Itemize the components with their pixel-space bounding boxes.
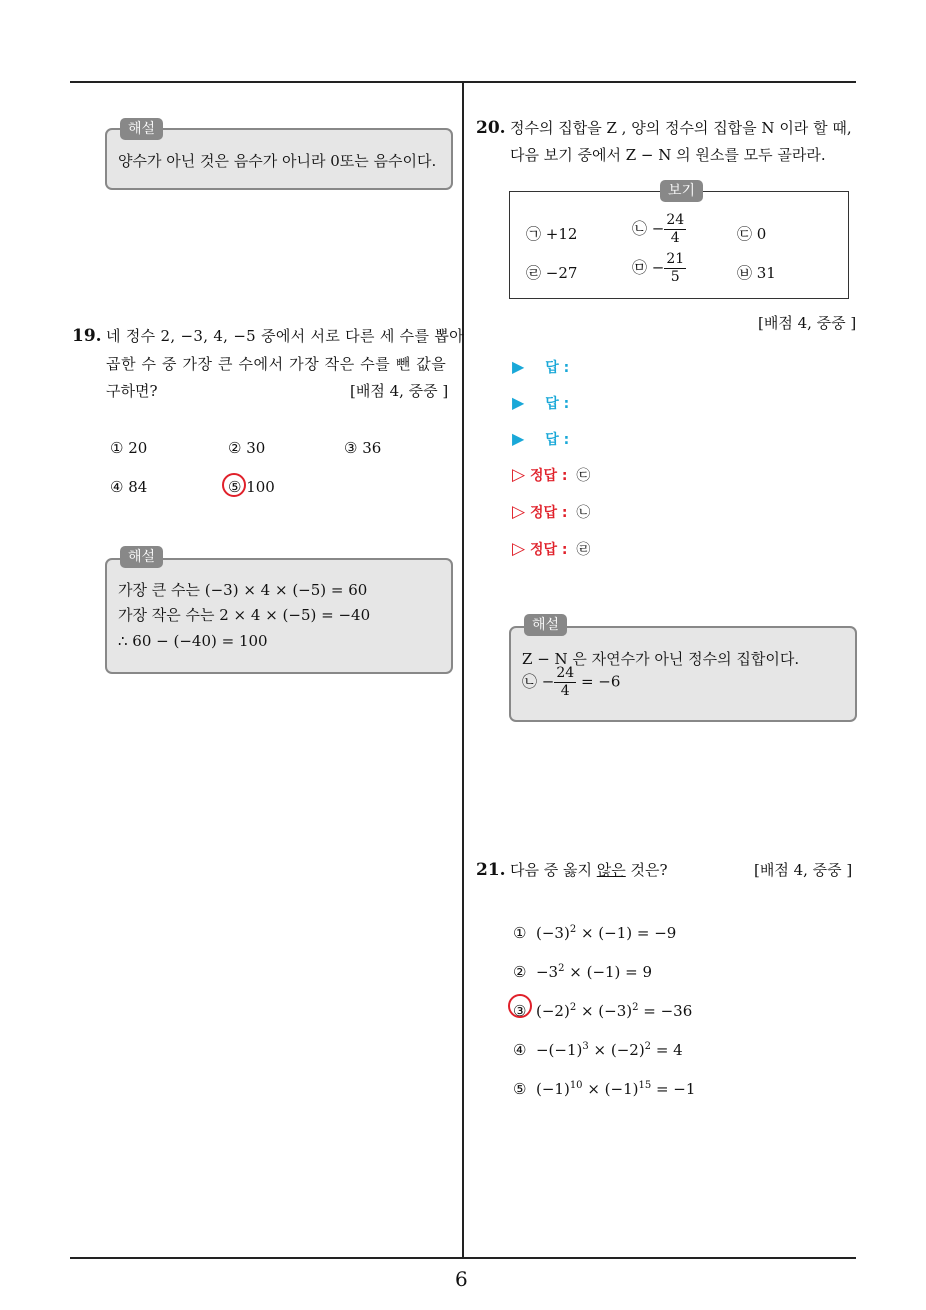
explanation-line3: ∴ 60 − (−40) = 100 <box>118 632 268 650</box>
bottom-rule <box>70 1257 856 1259</box>
question-21-score: [배점 4, 중중 ] <box>754 861 853 879</box>
question-20-line2: 다음 보기 중에서 Z − N 의 원소를 모두 골라라. <box>510 146 826 164</box>
correct-row-2 <box>512 502 590 522</box>
explanation-line1: 가장 큰 수는 (−3) × 4 × (−5) = 60 <box>118 581 368 599</box>
choice-3[interactable]: ③ $(-2)^2 \times (-3)^2 = -36$ <box>513 1002 693 1020</box>
bogi-tag: 보기 <box>660 180 703 202</box>
choice-2[interactable]: ② $-3^2 \times (-1) = 9$ <box>513 963 653 981</box>
bogi-item-b: ㉡ − $\frac{24}{4}$ <box>632 212 685 246</box>
choice-2[interactable]: ② 30 <box>228 439 266 457</box>
explanation-line2: ㉡ − $\frac{24}{4}$ = −6 <box>522 665 621 699</box>
correct-label: 정답 : <box>529 468 568 484</box>
choice-4[interactable]: ④ 84 <box>110 478 148 496</box>
correct-marker-icon: ▷ <box>512 465 526 485</box>
bogi-item-a: ㉠ +12 <box>526 225 578 243</box>
correct-marker-icon: ▷ <box>512 502 526 522</box>
question-number-20: 20. <box>476 118 506 138</box>
correct-marker-icon: ▷ <box>512 539 526 559</box>
explanation-tag: 해설 <box>120 546 163 568</box>
question-19-score: [배점 4, 중중 ] <box>350 382 449 400</box>
choice-3[interactable]: ③ 36 <box>344 439 382 457</box>
correct-value: ㉢ <box>576 468 591 484</box>
answer-row-2[interactable] <box>512 393 569 413</box>
explanation-line2: 가장 작은 수는 2 × 4 × (−5) = −40 <box>118 606 371 624</box>
question-number-21: 21. <box>476 860 506 880</box>
question-19-line2: 곱한 수 중 가장 큰 수에서 가장 작은 수를 뺀 값을 <box>106 355 447 373</box>
answer-marker-icon: ▶ <box>512 429 525 448</box>
fraction: $\frac{24}{4}$ <box>666 212 685 246</box>
answer-row-3[interactable] <box>512 429 569 449</box>
question-20-score: [배점 4, 중중 ] <box>758 314 857 332</box>
question-19-line1: 네 정수 2, −3, 4, −5 중에서 서로 다른 세 수를 뽑아 <box>106 327 464 345</box>
column-divider <box>462 82 464 1259</box>
answer-row-1[interactable] <box>512 357 569 377</box>
answer-marker-icon: ▶ <box>512 357 525 376</box>
question-number-19: 19. <box>72 326 102 346</box>
bogi-item-e: ㉤ − $\frac{21}{5}$ <box>632 251 685 285</box>
answer-label: 답 : <box>545 360 570 376</box>
selected-answer-circle <box>508 994 532 1018</box>
correct-row-3 <box>512 539 590 559</box>
correct-value: ㉡ <box>576 505 591 521</box>
fraction: $\frac{24}{4}$ <box>556 665 575 699</box>
explanation-line1: Z − N 은 자연수가 아닌 정수의 집합이다. <box>522 650 800 668</box>
answer-label: 답 : <box>545 432 570 448</box>
answer-label: 답 : <box>545 396 570 412</box>
answer-marker-icon: ▶ <box>512 393 525 412</box>
page-number: 6 <box>455 1267 468 1291</box>
question-20-line1: 정수의 집합을 Z , 양의 정수의 집합을 N 이라 할 때, <box>510 119 852 137</box>
choice-5[interactable]: ⑤ $(-1)^{10} \times (-1)^{15} = -1$ <box>513 1080 696 1098</box>
correct-value: ㉣ <box>576 542 591 558</box>
bogi-item-f: ㉥ 31 <box>737 264 776 282</box>
choice-1[interactable]: ① 20 <box>110 439 148 457</box>
explanation-tag: 해설 <box>524 614 567 636</box>
question-21-text: 다음 중 옳지 않은 것은? <box>510 861 668 879</box>
choice-4[interactable]: ④ $-(-1)^3 \times (-2)^2 = 4$ <box>513 1041 683 1059</box>
correct-label: 정답 : <box>529 505 568 521</box>
correct-label: 정답 : <box>529 542 568 558</box>
bogi-item-c: ㉢ 0 <box>737 225 767 243</box>
fraction: $\frac{21}{5}$ <box>666 251 685 285</box>
correct-row-1 <box>512 465 590 485</box>
choice-1[interactable]: ① $(-3)^2 \times (-1) = -9$ <box>513 924 677 942</box>
question-19-line3: 구하면? <box>106 382 158 400</box>
explanation-text: 양수가 아닌 것은 음수가 아니라 0또는 음수이다. <box>118 152 437 170</box>
selected-answer-circle <box>222 473 246 497</box>
choice-5[interactable]: ⑤ 100 <box>228 478 275 496</box>
bogi-item-d: ㉣ −27 <box>526 264 578 282</box>
explanation-tag: 해설 <box>120 118 163 140</box>
